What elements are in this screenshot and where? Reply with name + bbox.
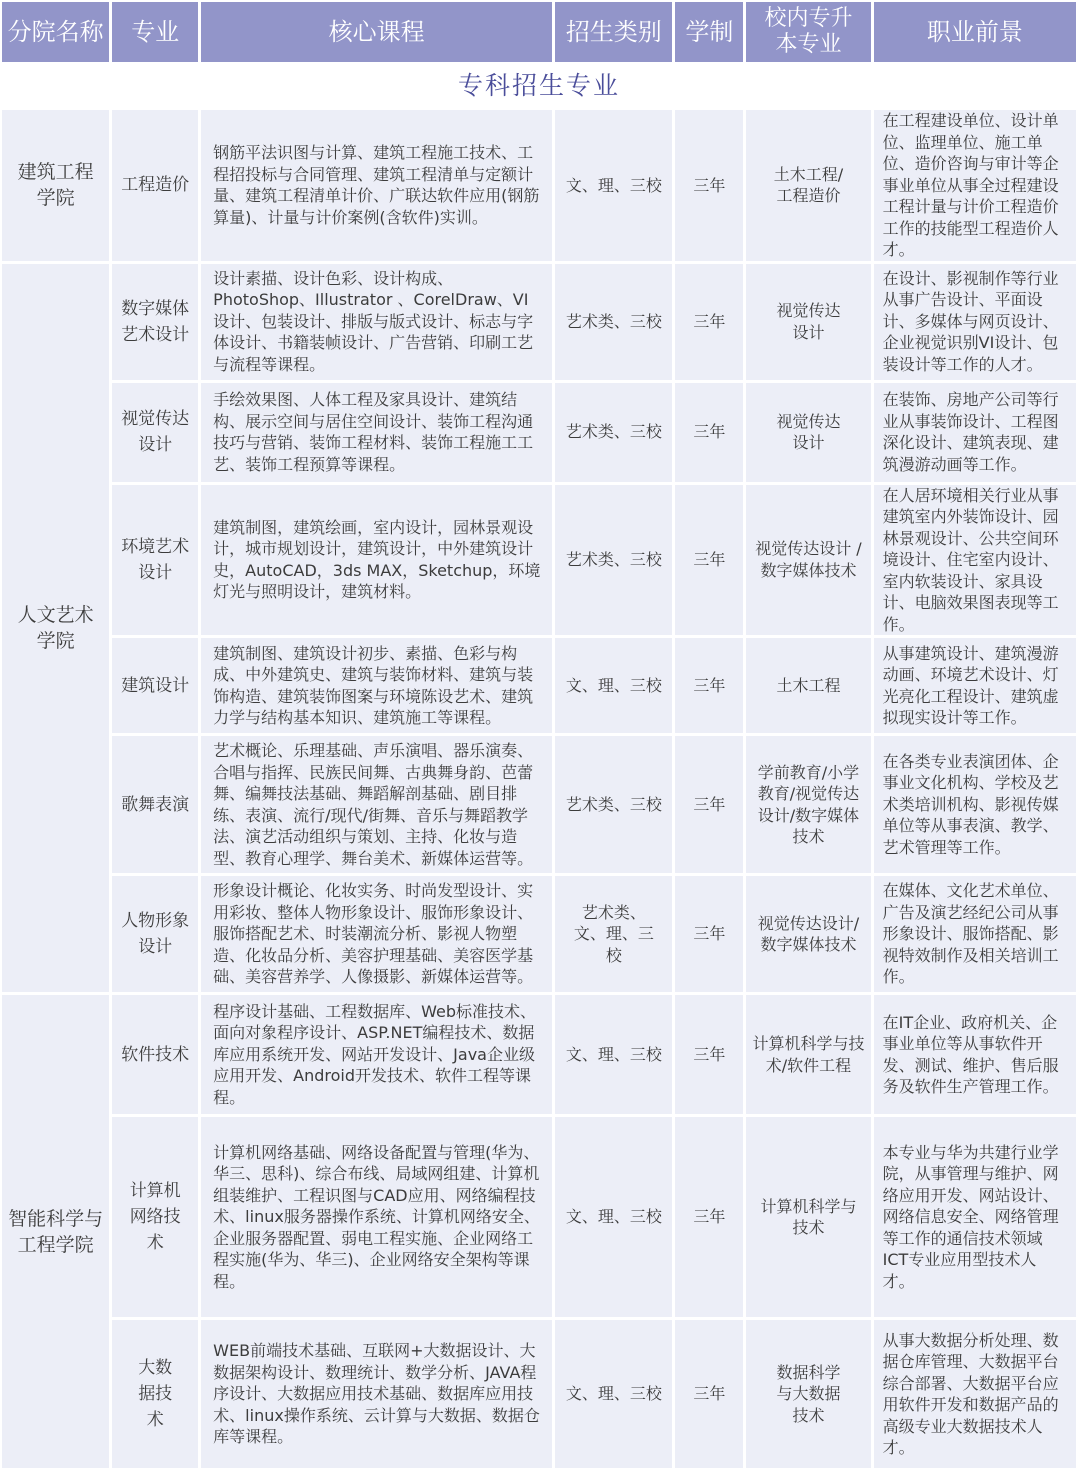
table-row <box>2 1117 1076 1317</box>
career-cell: 在装饰、房地产公司等行业从事装饰设计、工程图深化设计、建筑表现、建筑漫游动画等工作。 <box>874 383 1076 482</box>
upgrade-major-cell: 土木工程 <box>746 638 870 733</box>
upgrade-major-cell: 学前教育/小学教育/视觉传达设计/数字媒体技术 <box>746 736 870 873</box>
header-major: 专业 <box>112 2 198 62</box>
section-row <box>2 65 1076 107</box>
admission-type-cell: 艺术类、三校 <box>555 383 672 482</box>
major-cell: 软件技术 <box>112 995 198 1114</box>
courses-cell: 钢筋平法识图与计算、建筑工程施工技术、工程招投标与合同管理、建筑工程清单与定额计量、建筑工程清单计价、广联达软件应用(钢筋算量)、计量与计价案例(含软件)实训。 <box>201 110 552 261</box>
table-row <box>2 736 1076 873</box>
table-row <box>2 383 1076 482</box>
admission-type-cell: 艺术类、三校 <box>555 264 672 380</box>
career-cell: 在人居环境相关行业从事建筑室内外装饰设计、园林景观设计、公共空间环境设计、住宅室内设计、室内软装设计、家具设计、电脑效果图表现等工作。 <box>874 485 1076 636</box>
admission-type-cell: 艺术类、三校 <box>555 485 672 636</box>
courses-cell: 艺术概论、乐理基础、声乐演唱、器乐演奏、合唱与指挥、民族民间舞、古典舞身韵、芭蕾舞、编舞技法基础、舞蹈解剖基础、剧目排练、表演、流行/现代/街舞、音乐与舞蹈教学法、演艺活动组织与策划、主持、化妆与造型、教育心理学、舞台美术、新媒体运营等。 <box>201 736 552 873</box>
career-cell: 本专业与华为共建行业学院，从事管理与维护、网络应用开发、网站设计、网络信息安全、网络管理等工作的通信技术领域ICT专业应用型技术人才。 <box>874 1117 1076 1317</box>
career-cell: 在工程建设单位、设计单位、监理单位、施工单位、造价咨询与审计等企事业单位从事全过程建设工程计量与计价工程造价工作的技能型工程造价人才。 <box>874 110 1076 261</box>
duration-cell: 三年 <box>675 1117 743 1317</box>
duration-cell: 三年 <box>675 1320 743 1468</box>
header-core-courses: 核心课程 <box>201 2 552 62</box>
table-row <box>2 876 1076 992</box>
courses-cell: 设计素描、设计色彩、设计构成、PhotoShop、Illustrator 、CorelDraw、VI设计、包装设计、排版与版式设计、标志与字体设计、书籍装帧设计、广告营销、印刷工艺与流程等课程。 <box>201 264 552 380</box>
upgrade-major-cell: 数据科学与大数据技术 <box>746 1320 870 1468</box>
courses-cell: 形象设计概论、化妆实务、时尚发型设计、实用彩妆、整体人物形象设计、服饰形象设计、服饰搭配艺术、时装潮流分析、影视人物塑造、化妆品分析、美容护理基础、美容医学基础、美容营养学、人像摄影、新媒体运营等。 <box>201 876 552 992</box>
major-cell: 环境艺术设计 <box>112 485 198 636</box>
admission-type-cell: 艺术类、三校 <box>555 736 672 873</box>
duration-cell: 三年 <box>675 264 743 380</box>
career-cell: 在设计、影视制作等行业从事广告设计、平面设计、多媒体与网页设计、企业视觉识别VI设计、包装设计等工作的人才。 <box>874 264 1076 380</box>
header-upgrade-major <box>746 2 870 62</box>
department-cell: 智能科学与工程学院 <box>2 995 109 1468</box>
department-cell: 建筑工程学院 <box>2 110 109 261</box>
major-cell: 计算机网络技术 <box>112 1117 198 1317</box>
major-cell: 数字媒体艺术设计 <box>112 264 198 380</box>
table-row <box>2 1320 1076 1468</box>
major-cell: 人物形象设计 <box>112 876 198 992</box>
career-cell: 从事建筑设计、建筑漫游动画、环境艺术设计、灯光亮化工程设计、建筑虚拟现实设计等工作。 <box>874 638 1076 733</box>
duration-cell: 三年 <box>675 485 743 636</box>
upgrade-major-cell: 计算机科学与技术 <box>746 1117 870 1317</box>
upgrade-major-cell: 视觉传达设计/数字媒体技术 <box>746 876 870 992</box>
courses-cell: 手绘效果图、人体工程及家具设计、建筑结构、展示空间与居住空间设计、装饰工程沟通技巧与营销、装饰工程材料、装饰工程施工工艺、装饰工程预算等课程。 <box>201 383 552 482</box>
admission-type-cell: 文、理、三校 <box>555 110 672 261</box>
career-cell: 在IT企业、政府机关、企事业单位等从事软件开发、测试、维护、售后服务及软件生产管理工作。 <box>874 995 1076 1114</box>
duration-cell: 三年 <box>675 736 743 873</box>
courses-cell: 建筑制图、建筑设计初步、素描、色彩与构成、中外建筑史、建筑与装饰材料、建筑与装饰构造、建筑装饰图案与环境陈设艺术、建筑力学与结构基本知识、建筑施工等课程。 <box>201 638 552 733</box>
department-cell: 人文艺术学院 <box>2 264 109 993</box>
section-title: 专科招生专业 <box>2 65 1076 107</box>
major-cell: 工程造价 <box>112 110 198 261</box>
major-cell: 大数据技术 <box>112 1320 198 1468</box>
table-row <box>2 110 1076 261</box>
admission-type-cell: 文、理、三校 <box>555 1117 672 1317</box>
header-duration: 学制 <box>675 2 743 62</box>
courses-cell: 程序设计基础、工程数据库、Web标准技术、面向对象程序设计、ASP.NET编程技术、数据库应用系统开发、网站开发设计、Java企业级应用开发、Android开发技术、软件工程等课程。 <box>201 995 552 1114</box>
admission-type-cell: 文、理、三校 <box>555 995 672 1114</box>
admission-type-cell: 文、理、三校 <box>555 1320 672 1468</box>
header-department: 分院名称 <box>2 2 109 62</box>
header-row <box>2 2 1076 62</box>
major-cell: 建筑设计 <box>112 638 198 733</box>
upgrade-major-cell: 计算机科学与技术/软件工程 <box>746 995 870 1114</box>
admission-type-cell: 艺术类、文、理、三校 <box>555 876 672 992</box>
career-cell: 在媒体、文化艺术单位、广告及演艺经纪公司从事形象设计、服饰搭配、影视特效制作及相关培训工作。 <box>874 876 1076 992</box>
header-upgrade-line1: 校内专升 <box>764 6 853 31</box>
courses-cell: 建筑制图，建筑绘画，室内设计，园林景观设计，城市规划设计，建筑设计，中外建筑设计史，AutoCAD，3ds MAX，Sketchup，环境灯光与照明设计，建筑材料。 <box>201 485 552 636</box>
header-upgrade-line2: 本专业 <box>775 32 842 57</box>
duration-cell: 三年 <box>675 110 743 261</box>
upgrade-major-cell: 视觉传达设计 / 数字媒体技术 <box>746 485 870 636</box>
duration-cell: 三年 <box>675 995 743 1114</box>
header-career: 职业前景 <box>874 2 1076 62</box>
header-admission-type: 招生类别 <box>555 2 672 62</box>
career-cell: 在各类专业表演团体、企事业文化机构、学校及艺术类培训机构、影视传媒单位等从事表演、教学、艺术管理等工作。 <box>874 736 1076 873</box>
upgrade-major-cell: 视觉传达设计 <box>746 264 870 380</box>
duration-cell: 三年 <box>675 383 743 482</box>
courses-cell: 计算机网络基础、网络设备配置与管理(华为、华三、思科)、综合布线、局域网组建、计算机组装维护、工程识图与CAD应用、网络编程技术、linux服务器操作系统、计算机网络安全、企业服务器配置、弱电工程实施、企业网络工程实施(华为、华三)、企业网络安全架构等课程。 <box>201 1117 552 1317</box>
major-cell: 视觉传达设计 <box>112 383 198 482</box>
upgrade-major-cell: 土木工程/工程造价 <box>746 110 870 261</box>
upgrade-major-cell: 视觉传达设计 <box>746 383 870 482</box>
table-row <box>2 638 1076 733</box>
major-cell: 歌舞表演 <box>112 736 198 873</box>
duration-cell: 三年 <box>675 638 743 733</box>
career-cell: 从事大数据分析处理、数据仓库管理、大数据平台综合部署、大数据平台应用软件开发和数据产品的高级专业大数据技术人才。 <box>874 1320 1076 1468</box>
duration-cell: 三年 <box>675 876 743 992</box>
courses-cell: WEB前端技术基础、互联网+大数据设计、大数据架构设计、数理统计、数学分析、JAVA程序设计、大数据应用技术基础、数据库应用技术、linux操作系统、云计算与大数据、数据仓库等课程。 <box>201 1320 552 1468</box>
table-row <box>2 995 1076 1114</box>
admission-type-cell: 文、理、三校 <box>555 638 672 733</box>
table-row <box>2 485 1076 636</box>
table-row <box>2 264 1076 380</box>
